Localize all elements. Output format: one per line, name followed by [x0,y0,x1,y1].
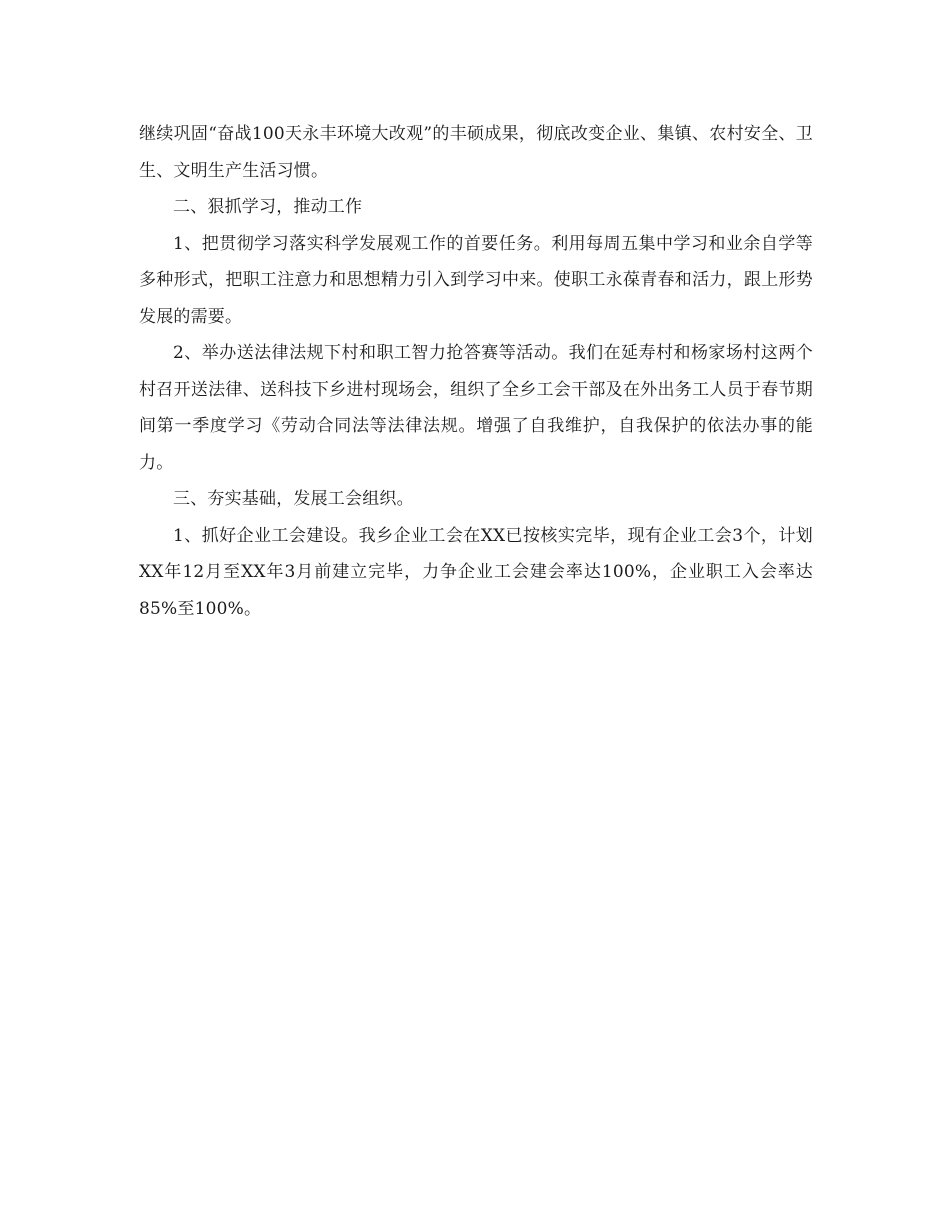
section-heading-3: 三、夯实基础，发展工会组织。 [173,489,414,509]
paragraph-study-2: 2、举办送法律法规下村和职工智力抢答赛等活动。我们在延寿村和杨家场村这两个村召开送法律、送科技下乡进村现场会，组织了全乡工会干部及在外出务工人员于春节期间第一季度学习《劳动合同法等法律法规。增强了自我维护，自我保护的依法办事的能力。 [139,343,813,473]
paragraph-study-1: 1、把贯彻学习落实科学发展观工作的首要任务。利用每周五集中学习和业余自学等多种形式，把职工注意力和思想精力引入到学习中来。使职工永葆青春和活力，跟上形势发展的需要。 [139,233,813,327]
document-body [139,116,813,627]
section-heading-2: 二、狠抓学习，推动工作 [173,197,363,217]
paragraph-union-1: 1、抓好企业工会建设。我乡企业工会在XX已按核实完毕，现有企业工会3个，计划XX年12月至XX年3月前建立完毕，力争企业工会建会率达100%，企业职工入会率达85%至100%。 [139,525,813,619]
paragraph-continuation: 继续巩固“奋战100天永丰环境大改观”的丰硕成果，彻底改变企业、集镇、农村安全、卫生、文明生产生活习惯。 [139,124,813,181]
